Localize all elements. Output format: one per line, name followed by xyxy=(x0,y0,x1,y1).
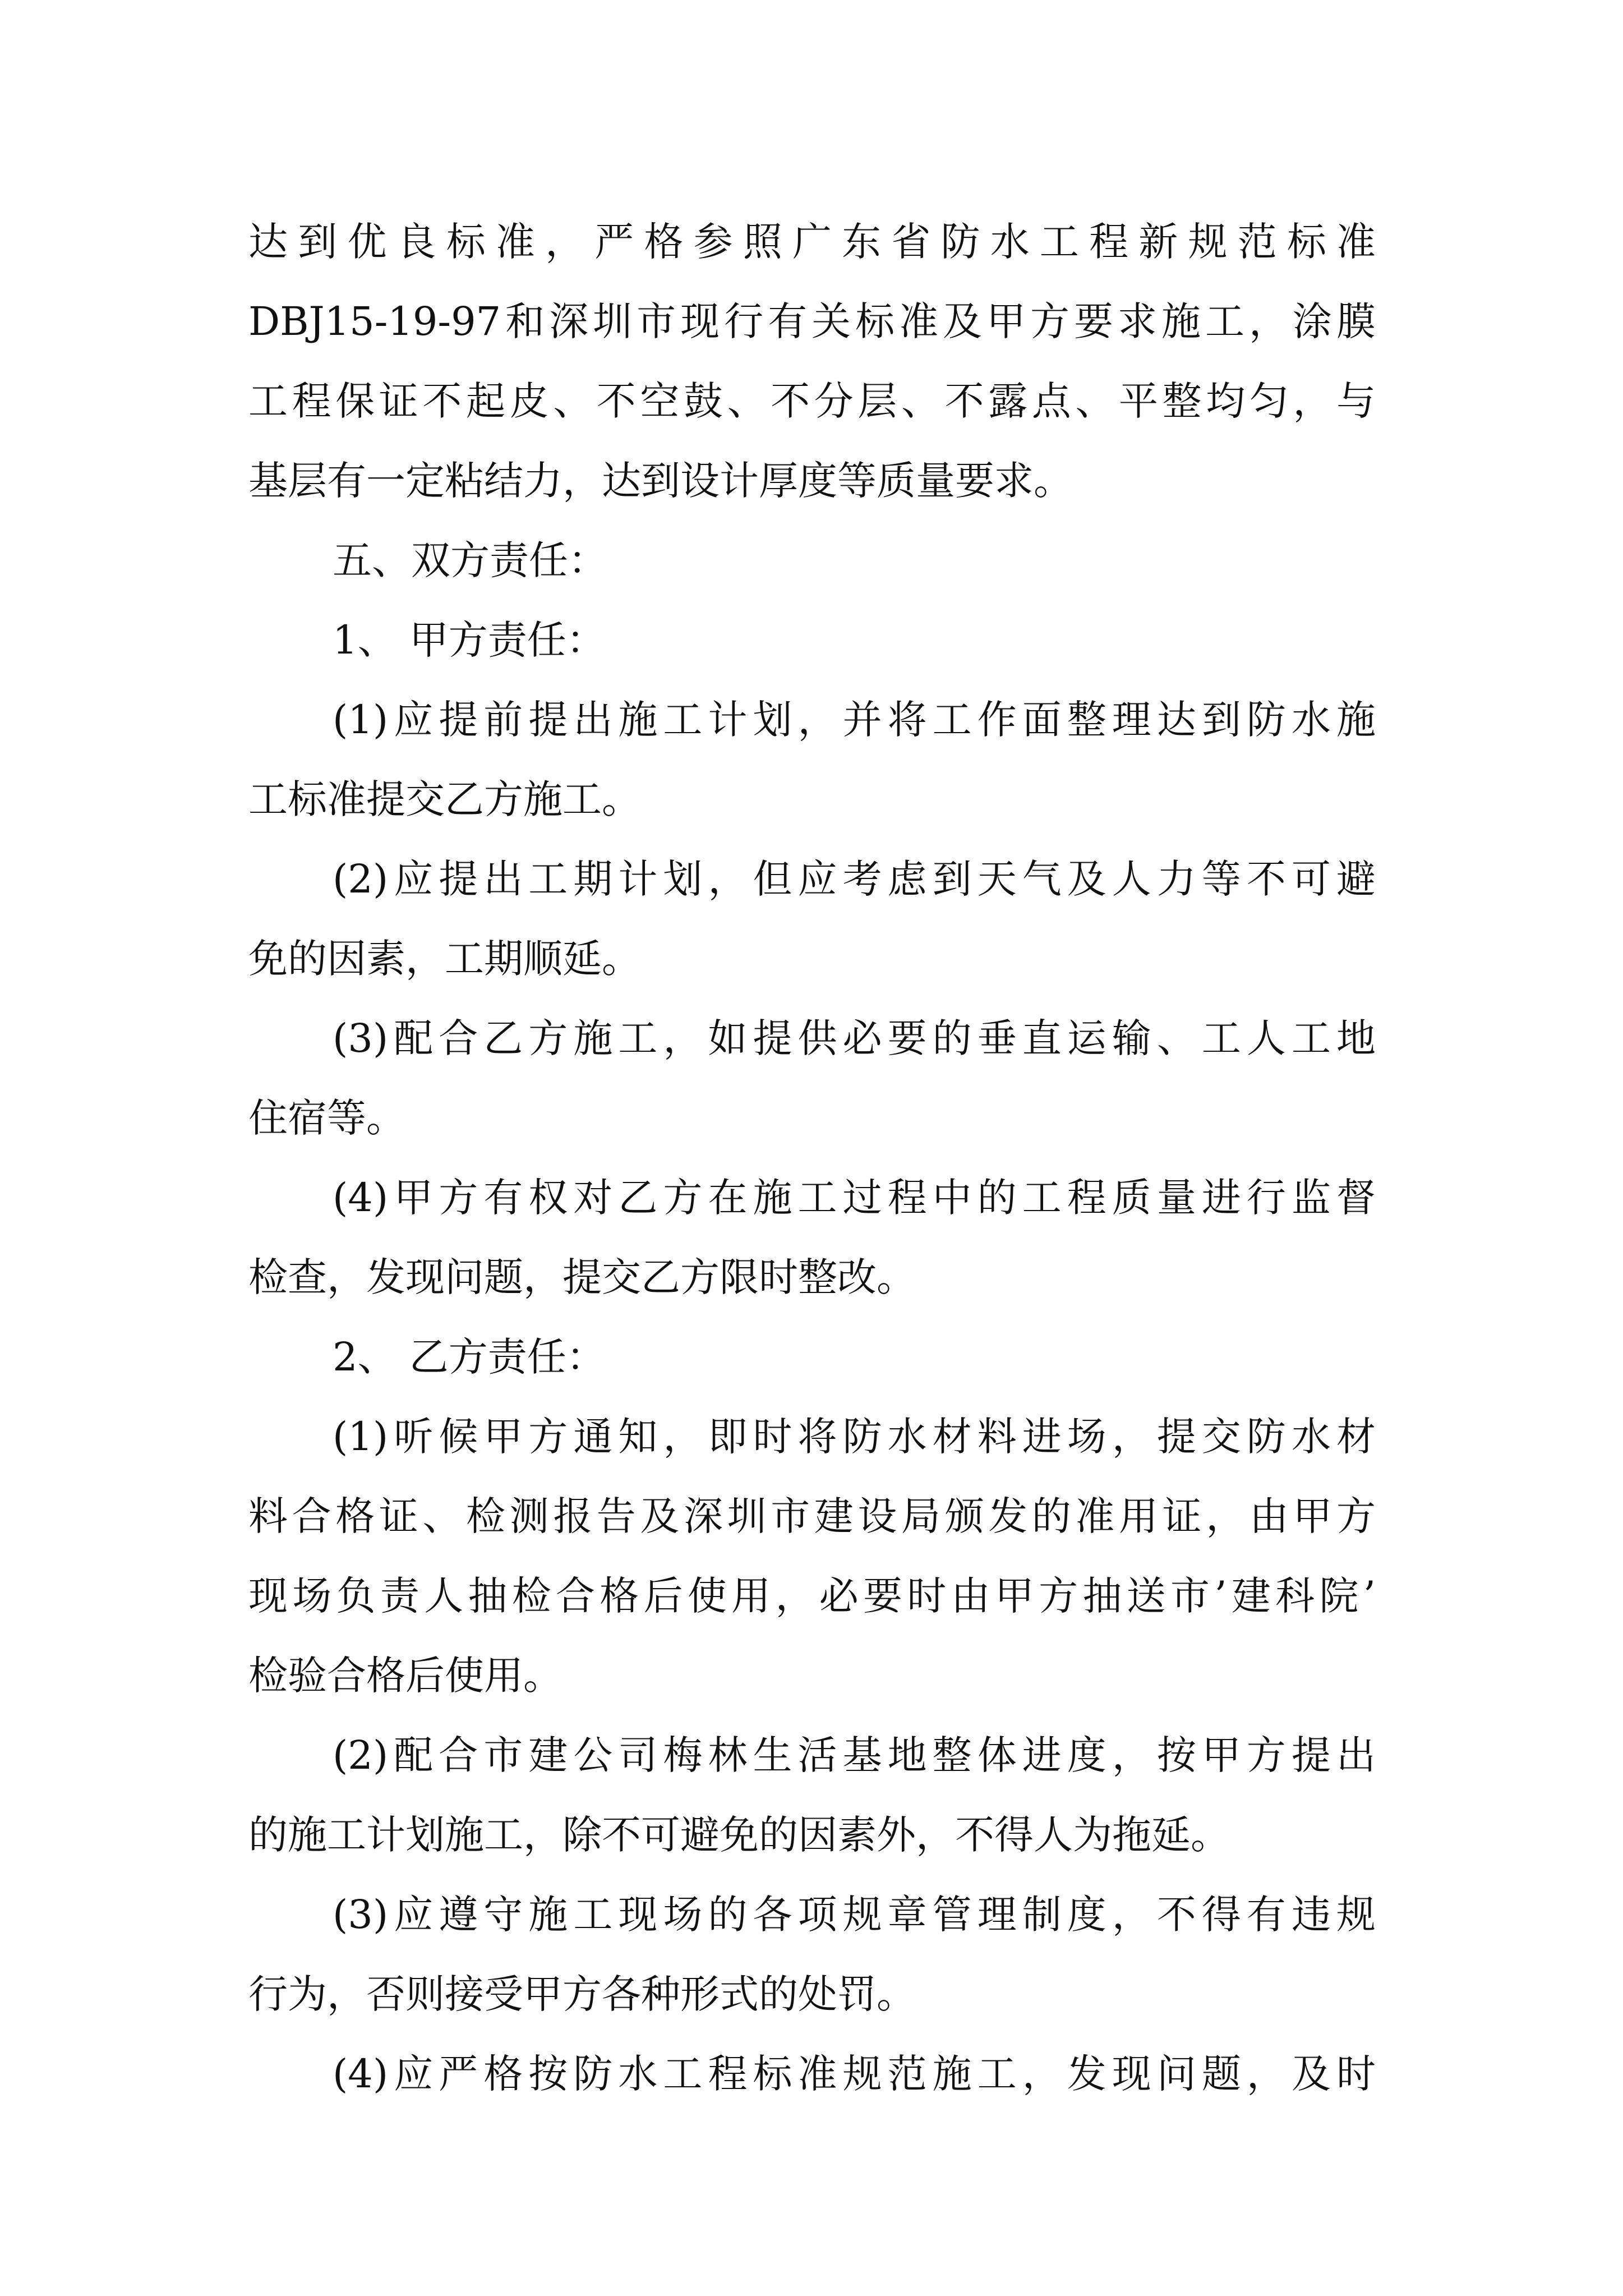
text-line: (3)应遵守施工现场的各项规章管理制度，不得有违规 xyxy=(333,1892,1376,1938)
text-line: (4)应严格按防水工程标准规范施工，发现问题，及时 xyxy=(333,2051,1376,2097)
text-line: 住宿等。 xyxy=(248,1095,405,1141)
text-line: 料合格证、检测报告及深圳市建设局颁发的准用证，由甲方 xyxy=(248,1493,1376,1539)
text-line: (3)配合乙方施工，如提供必要的垂直运输、工人工地 xyxy=(333,1015,1376,1061)
text-line: 行为，否则接受甲方各种形式的处罚。 xyxy=(248,1971,916,2017)
text-line: (2)配合市建公司梅林生活基地整体进度，按甲方提出 xyxy=(333,1732,1376,1778)
text-line: 检验合格后使用。 xyxy=(248,1653,562,1699)
text-line: 免的因素，工期顺延。 xyxy=(248,936,641,982)
text-line: (1)听候甲方通知，即时将防水材料进场，提交防水材 xyxy=(333,1414,1376,1460)
text-line: (4)甲方有权对乙方在施工过程中的工程质量进行监督 xyxy=(333,1175,1376,1221)
text-line: (1)应提前提出施工计划，并将工作面整理达到防水施 xyxy=(333,697,1376,743)
text-line: 达到优良标准，严格参照广东省防水工程新规范标准 xyxy=(248,219,1376,265)
section-heading: 五、双方责任： xyxy=(333,537,607,583)
text-line: 现场负责人抽检合格后使用，必要时由甲方抽送市’建科院’ xyxy=(248,1573,1376,1619)
text-line: (2)应提出工期计划，但应考虑到天气及人力等不可避 xyxy=(333,856,1376,902)
text-line: 检查，发现问题，提交乙方限时整改。 xyxy=(248,1254,916,1300)
text-line: DBJ15-19-97和深圳市现行有关标准及甲方要求施工，涂膜 xyxy=(248,298,1376,344)
text-line: 的施工计划施工，除不可避免的因素外，不得人为拖延。 xyxy=(248,1812,1230,1858)
document-body xyxy=(248,202,1376,2114)
subsection-heading: 1、 甲方责任： xyxy=(333,617,606,663)
text-line: 工标准提交乙方施工。 xyxy=(248,776,641,822)
text-line: 工程保证不起皮、不空鼓、不分层、不露点、平整均匀，与 xyxy=(248,378,1376,424)
subsection-heading: 2、 乙方责任： xyxy=(333,1334,606,1380)
text-line: 基层有一定粘结力，达到设计厚度等质量要求。 xyxy=(248,458,1073,504)
